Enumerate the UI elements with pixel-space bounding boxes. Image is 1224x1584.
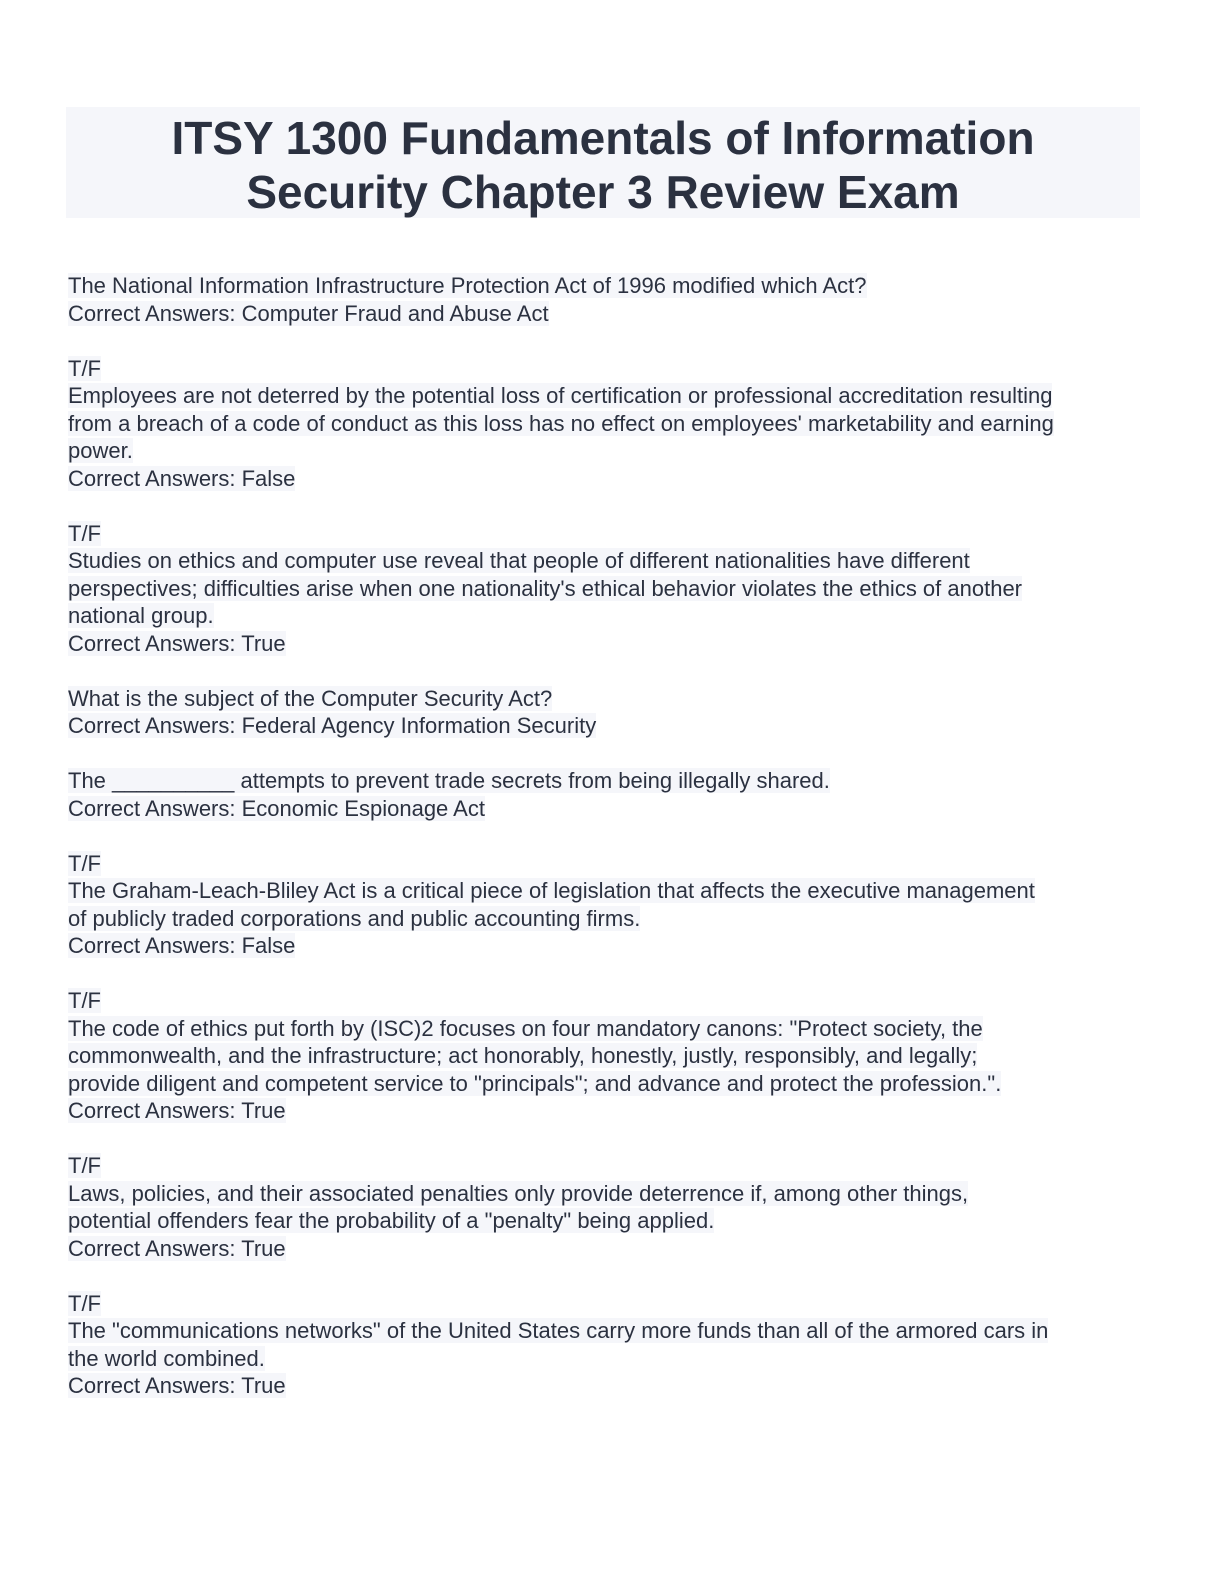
qa-item-7 (68, 987, 1148, 1125)
title-line-1: ITSY 1300 Fundamentals of Information (171, 112, 1035, 164)
question-text: Laws, policies, and their associated penalties only provide deterrence if, among other things, (68, 1180, 969, 1206)
question-text: perspectives; difficulties arise when one nationality's ethical behavior violates the ethics of another (68, 575, 1023, 601)
qa-item-8 (68, 1152, 1148, 1262)
question-text: Studies on ethics and computer use reveal that people of different nationalities have different (68, 548, 970, 573)
correct-answer: Correct Answers: True (68, 630, 286, 656)
question-text: The __________ attempts to prevent trade secrets from being illegally shared. (68, 768, 830, 793)
question-text: provide diligent and competent service to "principals"; and advance and protect the profession.". (68, 1070, 1002, 1096)
correct-answer: Correct Answers: False (68, 933, 296, 958)
question-type-tag: T/F (68, 850, 101, 876)
question-text: commonwealth, and the infrastructure; act honorably, honestly, justly, responsibly, and legally; (68, 1043, 978, 1068)
question-text: The "communications networks" of the United States carry more funds than all of the armored cars in (68, 1318, 1049, 1343)
question-text: The Graham-Leach-Bliley Act is a critical piece of legislation that affects the executive management (68, 878, 1035, 903)
question-text: The National Information Infrastructure Protection Act of 1996 modified which Act? (68, 273, 867, 298)
correct-answer: Correct Answers: True (68, 1098, 286, 1123)
correct-answer: Correct Answers: Economic Espionage Act (68, 795, 485, 821)
question-text: The code of ethics put forth by (ISC)2 focuses on four mandatory canons: "Protect society, the (68, 1015, 983, 1041)
correct-answer: Correct Answers: Federal Agency Information Security (68, 713, 597, 738)
question-type-tag: T/F (68, 1153, 101, 1178)
question-text: of publicly traded corporations and public accounting firms. (68, 905, 641, 931)
title-line-2: Security Chapter 3 Review Exam (246, 166, 960, 218)
correct-answer: Correct Answers: Computer Fraud and Abuse Act (68, 300, 549, 326)
question-type-tag: T/F (68, 520, 101, 546)
title-banner (66, 107, 1140, 218)
correct-answer: Correct Answers: True (68, 1373, 286, 1398)
question-text: power. (68, 438, 133, 463)
question-list (68, 272, 1148, 1427)
qa-item-5 (68, 767, 1148, 822)
qa-item-1 (68, 272, 1148, 327)
question-text: Employees are not deterred by the potential loss of certification or professional accreditation resulting (68, 383, 1053, 408)
document-title (66, 107, 1140, 219)
qa-item-9 (68, 1290, 1148, 1400)
correct-answer: Correct Answers: True (68, 1235, 286, 1261)
correct-answer: Correct Answers: False (68, 465, 296, 491)
qa-item-6 (68, 850, 1148, 960)
question-text: What is the subject of the Computer Security Act? (68, 685, 553, 711)
question-type-tag: T/F (68, 355, 101, 381)
question-text: from a breach of a code of conduct as this loss has no effect on employees' marketability and earning (68, 410, 1054, 436)
qa-item-3 (68, 520, 1148, 658)
question-text: national group. (68, 603, 214, 628)
question-type-tag: T/F (68, 1290, 101, 1316)
qa-item-4 (68, 685, 1148, 740)
question-text: potential offenders fear the probability of a "penalty" being applied. (68, 1208, 715, 1233)
question-type-tag: T/F (68, 988, 101, 1013)
qa-item-2 (68, 355, 1148, 493)
question-text: the world combined. (68, 1345, 265, 1371)
